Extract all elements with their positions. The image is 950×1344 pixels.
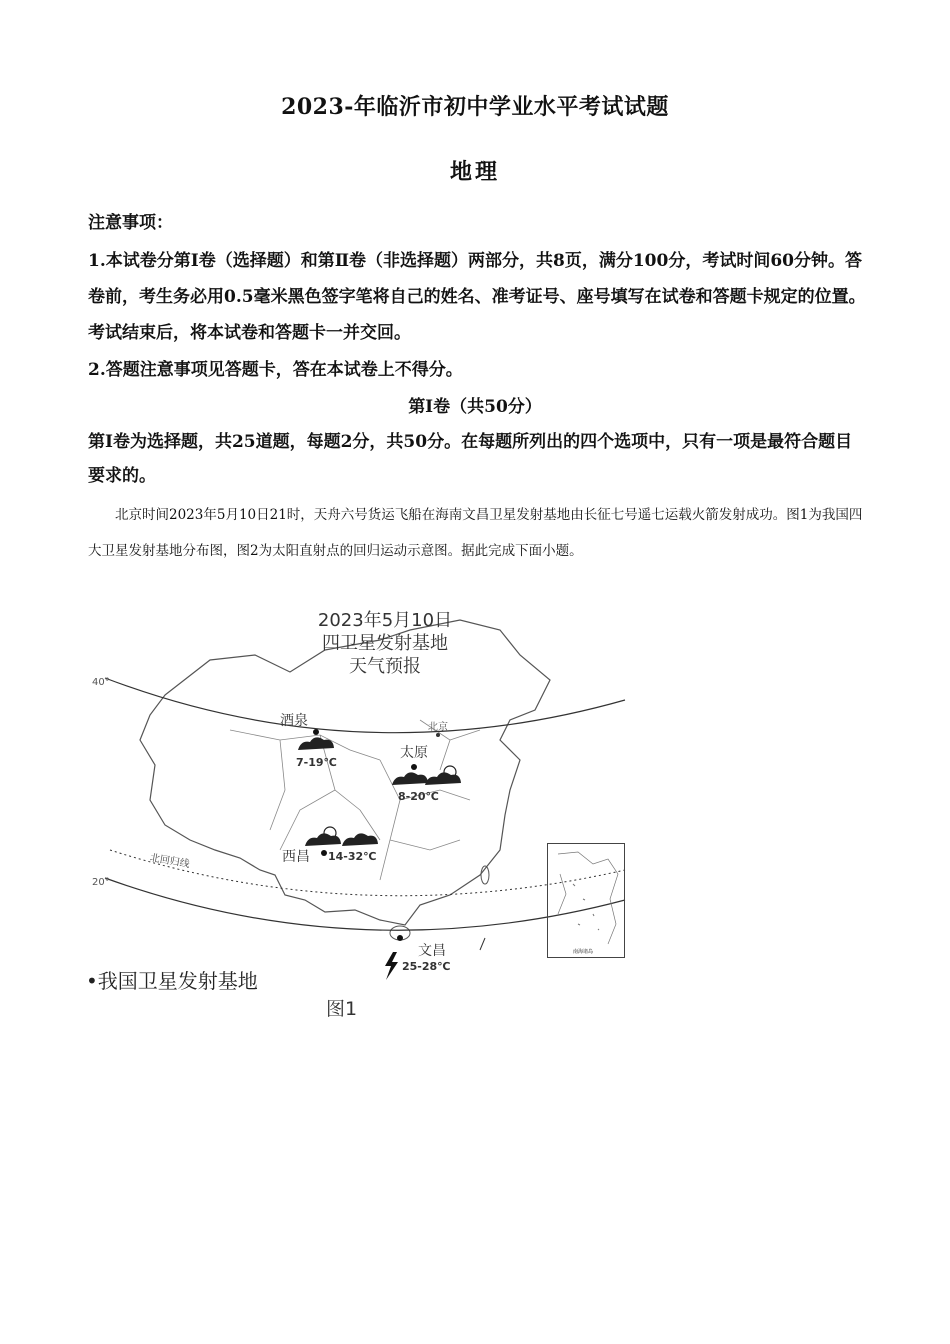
temp-xichang: 14-32℃ [328,850,377,863]
city-xichang: 西昌 [282,849,310,865]
lat-20-label: 20° [92,877,110,888]
city-taiyuan: 太原 [400,745,428,761]
map-legend: •我国卫星发射基地 [86,969,258,993]
subject-title: 地理 [449,159,500,185]
section-description: 第Ⅰ卷为选择题，共25道题，每题2分，共50分。在每题所列出的四个选项中，只有一项是最符合题目要求的。 [88,432,853,486]
xichang-dot [321,850,327,856]
cloud-icon [392,772,428,785]
partly-sunny-icon [425,766,461,785]
inset-map-graphic [548,844,624,957]
notice-item-1: 1.本试卷分第Ⅰ卷（选择题）和第Ⅱ卷（非选择题）两部分，共8页，满分100分，考试时间60分钟。答卷前，考生务必用0.5毫米黑色签字笔将自己的姓名、准考证号、座号填写在试卷和答题卡规定的位置。考试结束后，将本试卷和答题卡一并交回。 [88,251,866,343]
figure-caption: 图1 [326,998,358,1020]
lightning-icon [385,952,398,980]
wenchang-dot [397,935,403,941]
inset-label: 南海诸岛 [573,949,594,955]
beijing-label: 北京 [428,722,448,733]
taiyuan-dot [411,764,417,770]
city-jiuquan: 酒泉 [280,713,308,729]
question-intro: 北京时间2023年5月10日21时，天舟六号货运飞船在海南文昌卫星发射基地由长征七号遥七运载火箭发射成功。图1为我国四大卫星发射基地分布图，图2为太阳直射点的回归运动示意图。据此完成下面小题。 [88,507,863,559]
lat-40-label: 40° [92,677,110,688]
jiuquan-dot [313,729,319,735]
temp-taiyuan: 8-20℃ [398,790,439,803]
tropic-label: 北回归线 [149,852,191,871]
exam-title: 2023-年临沂市初中学业水平考试试题 [281,94,669,120]
cloud-icon [342,833,378,846]
city-wenchang: 文昌 [418,943,446,959]
partly-sunny-icon [305,827,341,846]
map-title-line-3: 天气预报 [349,656,421,677]
section-title: 第Ⅰ卷（共50分） [408,397,542,417]
beijing-dot [436,733,440,737]
notice-item-2: 2.答题注意事项见答题卡，答在本试卷上不得分。 [88,360,463,380]
temp-jiuquan: 7-19℃ [296,756,337,769]
dash-mark [480,938,485,950]
south-china-sea-inset [547,843,625,958]
map-title-line-2: 四卫星发射基地 [322,633,448,654]
notice-heading: 注意事项： [88,213,173,233]
temp-wenchang: 25-28℃ [402,960,451,973]
map-title-line-1: 2023年5月10日 [317,610,453,631]
